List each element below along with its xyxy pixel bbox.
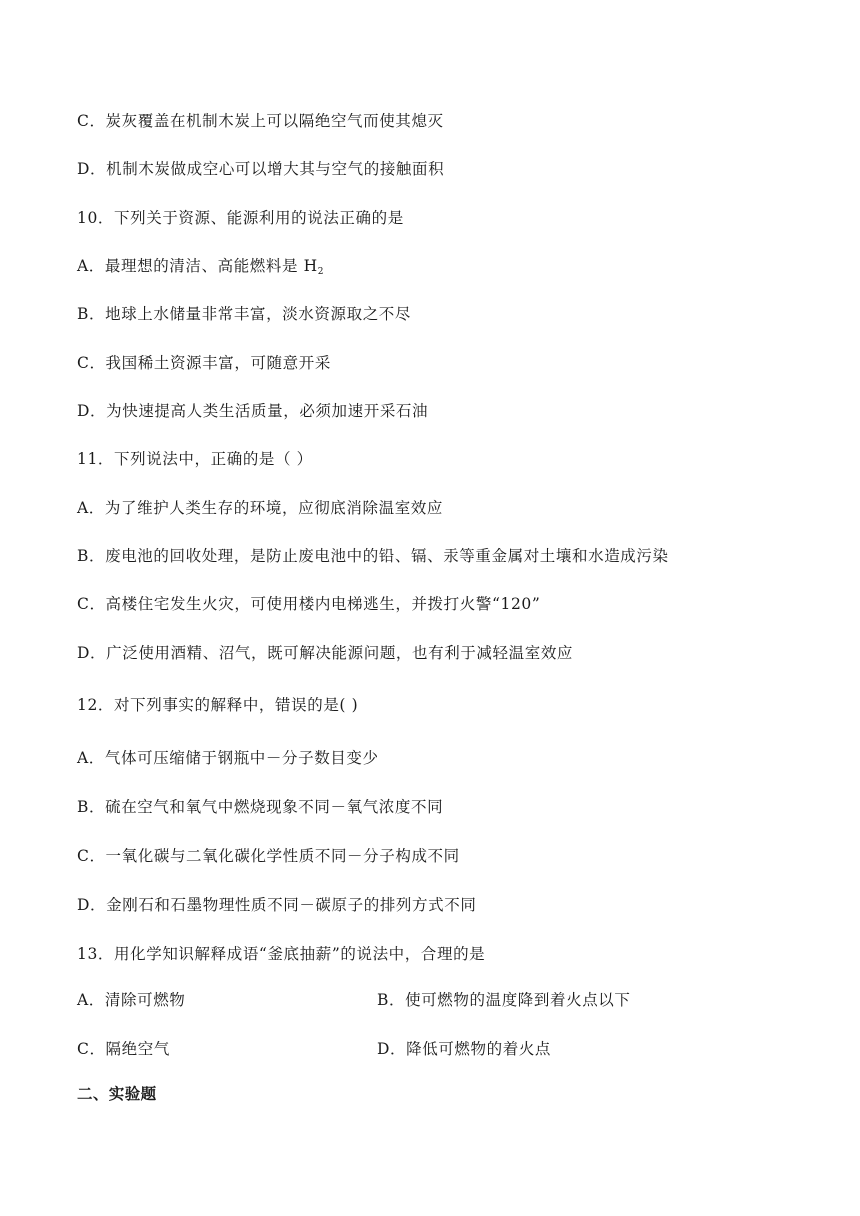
q11-option-d: D．广泛使用酒精、沼气，既可解决能源问题，也有利于减轻温室效应 [77,644,574,662]
q11-option-b: B．废电池的回收处理，是防止废电池中的铅、镉、汞等重金属对土壤和水造成污染 [77,547,669,565]
q12-stem: 12．对下列事实的解释中，错误的是( ) [77,696,359,714]
q9-option-d: D．机制木炭做成空心可以增大其与空气的接触面积 [77,160,445,178]
q12-option-c: C．一氧化碳与二氧化碳化学性质不同－分子构成不同 [77,847,460,865]
q13-option-a: A．清除可燃物 [77,991,186,1009]
q10-option-d: D．为快速提高人类生活质量，必须加速开采石油 [77,402,429,420]
q9-option-c: C．炭灰覆盖在机制木炭上可以隔绝空气而使其熄灭 [77,112,444,130]
q13-option-c: C．隔绝空气 [77,1040,170,1058]
q13-option-b: B．使可燃物的温度降到着火点以下 [377,991,631,1009]
q10-stem: 10．下列关于资源、能源利用的说法正确的是 [77,209,404,227]
q10-option-c: C．我国稀土资源丰富，可随意开采 [77,354,331,372]
q10-option-b: B．地球上水储量非常丰富，淡水资源取之不尽 [77,305,411,323]
q13-option-d: D．降低可燃物的着火点 [377,1040,552,1058]
q12-option-a: A．气体可压缩储于钢瓶中－分子数目变少 [77,749,379,767]
q11-option-a: A．为了维护人类生存的环境，应彻底消除温室效应 [77,499,443,517]
q10-option-a-subscript: 2 [317,267,324,277]
q10-option-a [77,255,323,283]
q11-stem: 11．下列说法中，正确的是（ ） [77,450,313,468]
section-title: 二、实验题 [77,1085,157,1103]
q10-option-a-text: A．最理想的清洁、高能燃料是 H [77,257,318,275]
q13-stem: 13．用化学知识解释成语“釜底抽薪”的说法中，合理的是 [77,945,486,963]
q12-option-b: B．硫在空气和氧气中燃烧现象不同－氧气浓度不同 [77,798,444,816]
q11-option-c: C．高楼住宅发生火灾，可使用楼内电梯逃生，并拨打火警“120” [77,595,541,613]
q12-option-d: D．金刚石和石墨物理性质不同－碳原子的排列方式不同 [77,896,477,914]
